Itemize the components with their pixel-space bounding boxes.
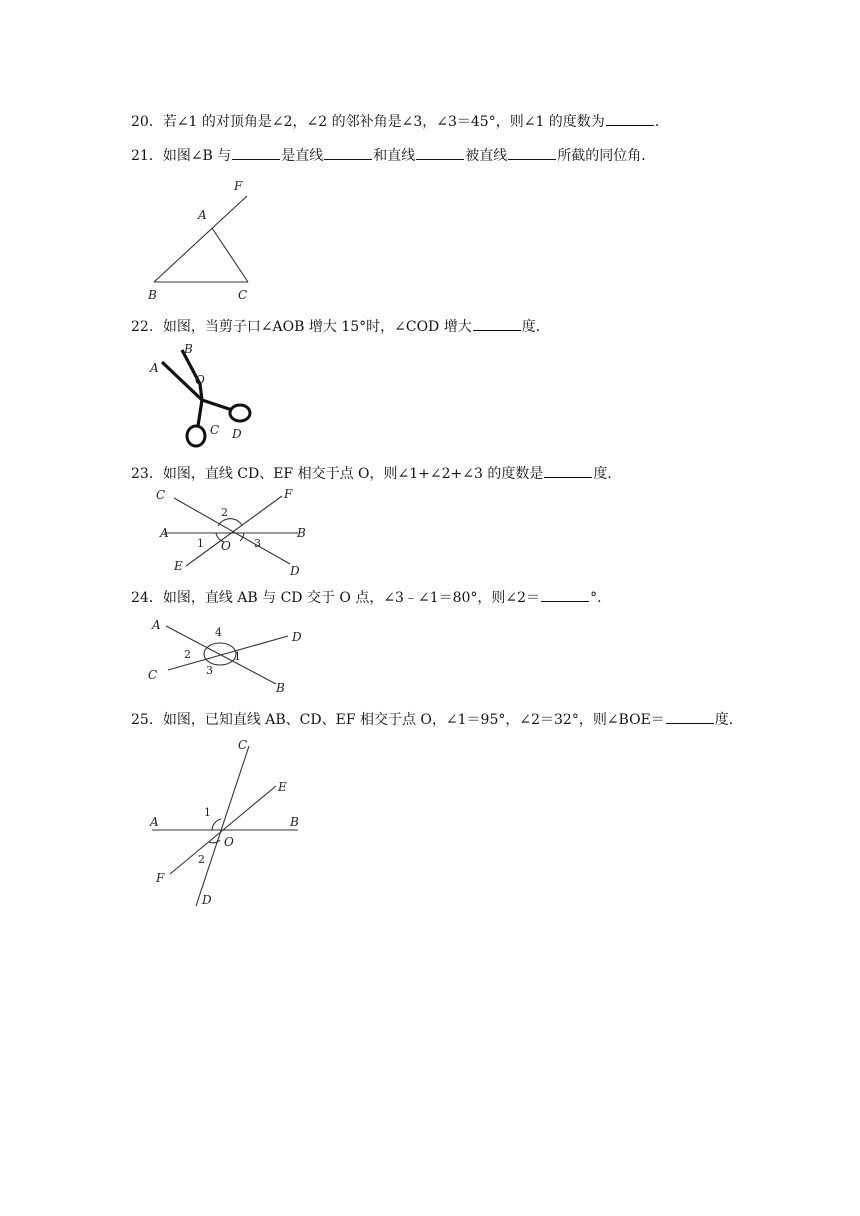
question-24 bbox=[131, 588, 611, 607]
answer-blank[interactable] bbox=[508, 146, 556, 160]
answer-blank[interactable] bbox=[232, 146, 280, 160]
label-d: D bbox=[232, 427, 242, 441]
question-22-text-end: 度． bbox=[521, 319, 550, 335]
label-c: C bbox=[156, 488, 166, 502]
answer-blank[interactable] bbox=[541, 588, 589, 602]
angle-label-2: 2 bbox=[184, 648, 191, 661]
label-b: B bbox=[276, 681, 285, 695]
question-21-text-4: 被直线 bbox=[465, 148, 508, 164]
label-a: A bbox=[150, 361, 159, 375]
question-22 bbox=[131, 317, 550, 336]
question-22-text: 22．如图，当剪子口∠AOB 增大 15°时，∠COD 增大 bbox=[131, 319, 472, 335]
question-21-text-2: 是直线 bbox=[281, 148, 324, 164]
answer-blank[interactable] bbox=[544, 464, 592, 478]
label-b: B bbox=[297, 526, 306, 540]
answer-blank[interactable] bbox=[473, 317, 521, 331]
angle-label-3: 3 bbox=[254, 537, 261, 550]
label-d: D bbox=[292, 630, 302, 644]
angle-1-arc bbox=[212, 819, 221, 830]
figure-23-lines bbox=[140, 484, 320, 580]
label-e: E bbox=[174, 559, 183, 573]
label-a: A bbox=[198, 208, 207, 222]
question-20-text: 20．若∠1 的对顶角是∠2，∠2 的邻补角是∠3，∠3＝45°，则∠1 的度数为 bbox=[131, 114, 605, 130]
question-24-text-end: °． bbox=[590, 590, 612, 606]
question-21-text-5: 所截的同位角． bbox=[557, 148, 656, 164]
question-24-text: 24．如图，直线 AB 与 CD 交于 O 点，∠3﹣∠1＝80°，则∠2＝ bbox=[131, 590, 541, 606]
answer-blank[interactable] bbox=[666, 710, 714, 724]
label-o: O bbox=[221, 539, 231, 553]
figure-22-scissors bbox=[140, 340, 265, 452]
question-23-text: 23．如图，直线 CD、EF 相交于点 O，则∠1+∠2+∠3 的度数是 bbox=[131, 466, 544, 482]
scissors-blade-2 bbox=[182, 350, 202, 426]
label-b: B bbox=[290, 815, 299, 829]
angle-label-3: 3 bbox=[206, 664, 213, 677]
answer-blank[interactable] bbox=[416, 146, 464, 160]
question-23-text-end: 度． bbox=[593, 466, 622, 482]
label-e: E bbox=[278, 780, 287, 794]
scissors-handle-d bbox=[230, 405, 250, 421]
label-c: C bbox=[210, 423, 220, 437]
angle-label-4: 4 bbox=[215, 626, 222, 639]
question-21 bbox=[131, 146, 655, 165]
label-a: A bbox=[150, 815, 159, 829]
label-a: A bbox=[160, 526, 169, 540]
label-o: O bbox=[195, 373, 205, 387]
question-25-text: 25．如图，已知直线 AB、CD、EF 相交于点 O，∠1＝95°，∠2＝32°，则∠BOE＝ bbox=[131, 712, 665, 728]
angle-label-1: 1 bbox=[234, 650, 241, 663]
label-b: B bbox=[148, 288, 157, 302]
figure-21-triangle bbox=[140, 172, 270, 307]
figure-24-lines bbox=[140, 612, 320, 700]
answer-blank[interactable] bbox=[606, 112, 654, 126]
angle-label-2: 2 bbox=[198, 853, 205, 866]
scissors-handle-c bbox=[187, 426, 205, 446]
label-d: D bbox=[202, 893, 212, 907]
label-f: F bbox=[156, 871, 165, 885]
question-21-text: 21．如图∠B 与 bbox=[131, 148, 232, 164]
line-cd bbox=[174, 498, 290, 564]
angle-label-1: 1 bbox=[204, 806, 211, 819]
label-a: A bbox=[152, 618, 161, 632]
label-c: C bbox=[238, 288, 248, 302]
angle-label-1: 1 bbox=[197, 537, 204, 550]
question-25-text-end: 度． bbox=[714, 712, 743, 728]
label-c: C bbox=[148, 668, 158, 682]
question-23 bbox=[131, 464, 621, 483]
figure-25-lines bbox=[140, 734, 320, 914]
line-ef bbox=[186, 496, 282, 566]
question-20 bbox=[131, 112, 669, 131]
answer-blank[interactable] bbox=[324, 146, 372, 160]
label-d: D bbox=[290, 564, 300, 578]
label-f: F bbox=[284, 487, 293, 501]
label-c: C bbox=[238, 738, 248, 752]
segment-ac bbox=[212, 228, 248, 282]
question-21-text-3: 和直线 bbox=[373, 148, 416, 164]
label-f: F bbox=[234, 179, 243, 193]
question-20-text-end: ． bbox=[654, 114, 669, 130]
label-b: B bbox=[184, 342, 193, 356]
label-o: O bbox=[224, 835, 234, 849]
line-cd bbox=[196, 746, 249, 906]
angle-label-2: 2 bbox=[221, 506, 228, 519]
question-25 bbox=[131, 710, 743, 729]
